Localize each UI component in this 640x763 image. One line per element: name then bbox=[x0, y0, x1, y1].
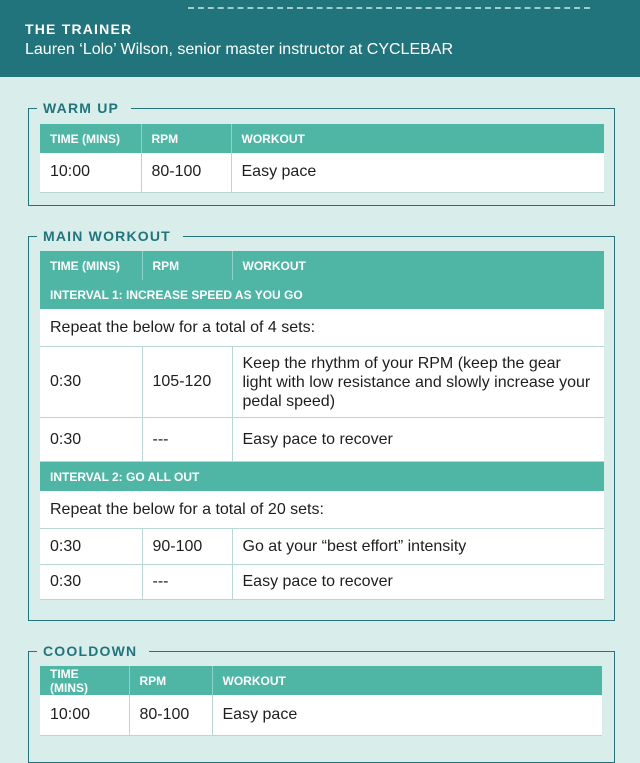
workout-cell: Easy pace bbox=[212, 695, 602, 735]
interval-1-note-row bbox=[40, 309, 604, 347]
rpm-cell: 80-100 bbox=[129, 695, 212, 735]
table-header-row bbox=[40, 251, 604, 280]
interval-1-note: Repeat the below for a total of 4 sets: bbox=[40, 309, 604, 347]
time-cell: 0:30 bbox=[40, 418, 142, 462]
interval-2-note: Repeat the below for a total of 20 sets: bbox=[40, 491, 604, 529]
col-workout-header: WORKOUT bbox=[212, 666, 602, 695]
time-cell: 0:30 bbox=[40, 565, 142, 600]
main-workout-table bbox=[40, 251, 604, 600]
trainer-title: THE TRAINER bbox=[25, 21, 133, 37]
time-cell: 10:00 bbox=[40, 695, 129, 735]
col-rpm-header: RPM bbox=[142, 251, 232, 280]
table-row bbox=[40, 695, 602, 735]
workout-cell: Keep the rhythm of your RPM (keep the gear light with low resistance and slowly increase your pedal speed) bbox=[232, 347, 604, 418]
col-workout-header: WORKOUT bbox=[231, 124, 604, 153]
col-rpm-header: RPM bbox=[129, 666, 212, 695]
table-row bbox=[40, 565, 604, 600]
warm-up-label: WARM UP bbox=[37, 99, 131, 117]
col-rpm-header: RPM bbox=[141, 124, 231, 153]
rpm-cell: --- bbox=[142, 565, 232, 600]
rpm-cell: 80-100 bbox=[141, 153, 231, 192]
table-row bbox=[40, 529, 604, 565]
trainer-header bbox=[0, 0, 640, 77]
col-time-header: TIME (MINS) bbox=[40, 124, 141, 153]
time-cell: 10:00 bbox=[40, 153, 141, 192]
warm-up-table bbox=[40, 124, 604, 193]
cooldown-label: COOLDOWN bbox=[37, 642, 149, 660]
col-workout-header: WORKOUT bbox=[232, 251, 604, 280]
col-time-header: TIME (MINS) bbox=[40, 666, 129, 695]
workout-cell: Easy pace bbox=[231, 153, 604, 192]
main-workout-label: MAIN WORKOUT bbox=[37, 227, 183, 245]
trainer-subtitle: Lauren ‘Lolo’ Wilson, senior master instructor at CYCLEBAR bbox=[25, 41, 454, 58]
workout-cell: Go at your “best effort” intensity bbox=[232, 529, 604, 565]
table-header-row bbox=[40, 124, 604, 153]
table-header-row bbox=[40, 666, 602, 695]
rpm-cell: 90-100 bbox=[142, 529, 232, 565]
interval-1-title: INTERVAL 1: INCREASE SPEED AS YOU GO bbox=[40, 280, 604, 309]
cooldown-table bbox=[40, 666, 602, 736]
workout-cell: Easy pace to recover bbox=[232, 418, 604, 462]
table-row bbox=[40, 153, 604, 192]
workout-cell: Easy pace to recover bbox=[232, 565, 604, 600]
interval-1-header bbox=[40, 280, 604, 309]
col-time-header: TIME (MINS) bbox=[40, 251, 142, 280]
interval-2-note-row bbox=[40, 491, 604, 529]
rpm-cell: 105-120 bbox=[142, 347, 232, 418]
rpm-cell: --- bbox=[142, 418, 232, 462]
interval-2-title: INTERVAL 2: GO ALL OUT bbox=[40, 462, 604, 492]
table-row bbox=[40, 347, 604, 418]
time-cell: 0:30 bbox=[40, 347, 142, 418]
interval-2-header bbox=[40, 462, 604, 492]
time-cell: 0:30 bbox=[40, 529, 142, 565]
table-row bbox=[40, 418, 604, 462]
dashed-divider bbox=[188, 7, 590, 9]
